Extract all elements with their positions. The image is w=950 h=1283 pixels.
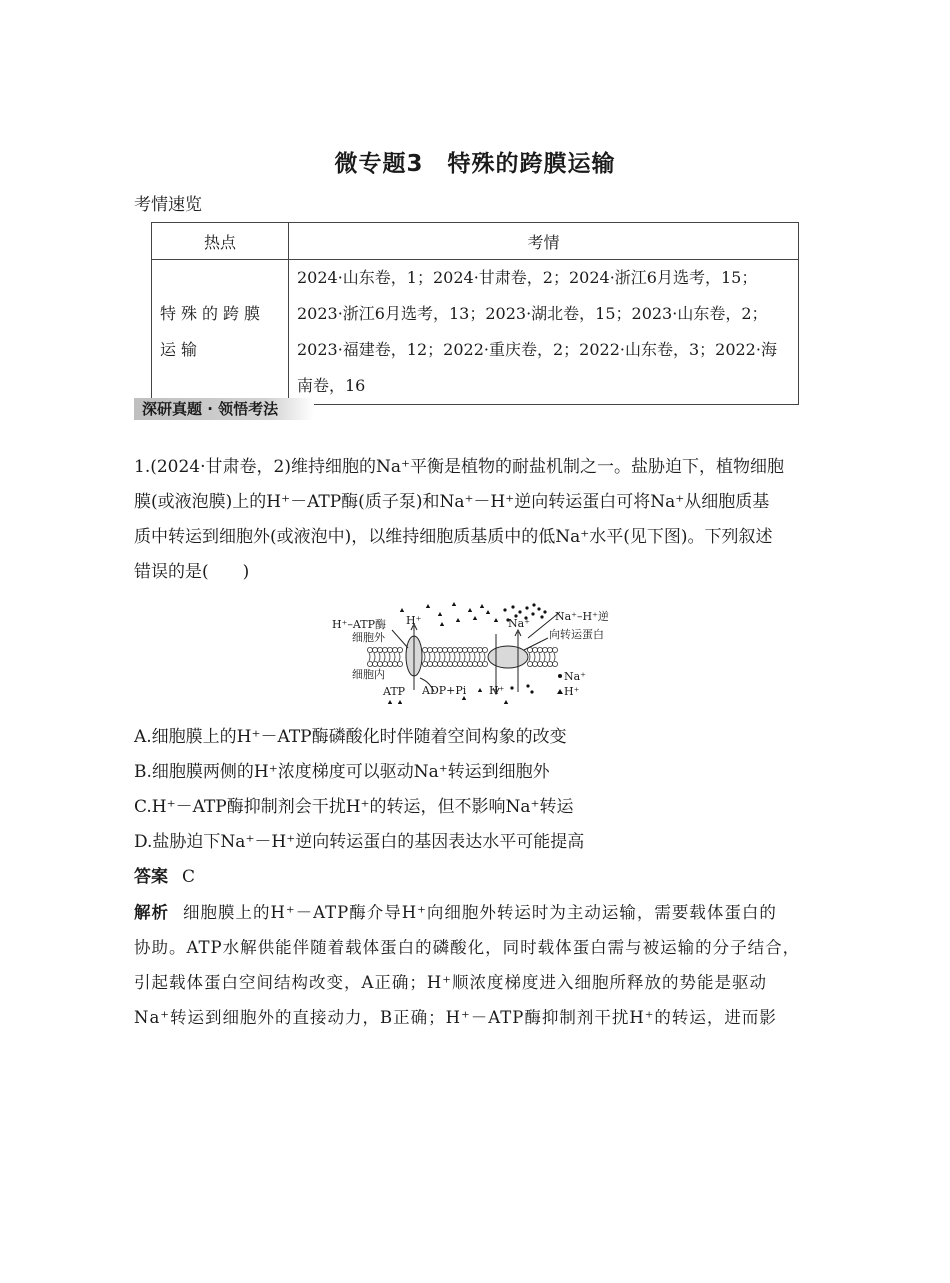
option-d: D.盐胁迫下Na⁺－H⁺逆向转运蛋白的基因表达水平可能提高 [134, 832, 585, 852]
info-line: 2023·福建卷，12；2022·重庆卷，2；2022·山东卷，3；2022·海 [297, 340, 777, 359]
section-overview-heading: 考情速览 [134, 195, 202, 215]
analysis-line: 协助。ATP水解供能伴随着载体蛋白的磷酸化，同时载体蛋白需与被运输的分子结合， [134, 938, 801, 957]
analysis-line: 细胞膜上的H⁺－ATP酶介导H⁺向细胞外转运时为主动运输，需要载体蛋白的 [183, 903, 777, 922]
table-header-topic: 热点 [152, 223, 289, 260]
legend-na: Na⁺ [564, 670, 586, 683]
analysis-line: 引起载体蛋白空间结构改变，A正确；H⁺顺浓度梯度进入细胞所释放的势能是驱动 [134, 973, 768, 992]
label-adp: ADP+Pi [422, 684, 467, 697]
question-line: 1.(2024·甘肃卷，2)维持细胞的Na⁺平衡是植物的耐盐机制之一。盐胁迫下，植物细胞 [134, 457, 784, 477]
table-row [152, 260, 799, 405]
answer-value: C [182, 867, 196, 887]
membrane-transport-figure [330, 598, 630, 708]
exam-overview-table [151, 222, 799, 405]
analysis-line: Na⁺转运到细胞外的直接动力，B正确；H⁺－ATP酶抑制剂干扰H⁺的转运，进而影 [134, 1008, 777, 1027]
antiporter-protein [488, 646, 528, 668]
label-antiporter-1: Na⁺–H⁺逆 [555, 610, 609, 623]
table-cell-info [289, 260, 799, 405]
question-stem [134, 450, 820, 590]
legend-h: H⁺ [564, 685, 580, 698]
info-line: 2024·山东卷，1；2024·甘肃卷，2；2024·浙江6月选考，15； [297, 268, 758, 287]
question-line: 错误的是( ) [134, 562, 250, 582]
legend-h-triangle [557, 689, 563, 694]
section-banner: 深研真题 · 领悟考法 [134, 398, 314, 420]
question-line: 质中转运到细胞外(或液泡中)，以维持细胞质基质中的低Na⁺水平(见下图)。下列叙述 [134, 527, 773, 547]
answer [134, 860, 195, 895]
table-header-row [152, 223, 799, 260]
label-inside: 细胞内 [352, 668, 385, 681]
label-outside: 细胞外 [352, 631, 385, 644]
analysis-label: 解析 [134, 903, 169, 922]
label-h-atpase: H⁺–ATP酶 [332, 618, 386, 631]
legend-na-dot [558, 674, 562, 678]
analysis [134, 895, 820, 1035]
label-na-top: Na⁺ [508, 617, 530, 630]
table-cell-topic: 特殊的跨膜运输 [152, 260, 289, 405]
label-h-top: H⁺ [406, 614, 422, 627]
option-a: A.细胞膜上的H⁺－ATP酶磷酸化时伴随着空间构象的改变 [134, 727, 567, 747]
label-h-bottom: H⁺ [489, 684, 505, 697]
table-header-info: 考情 [289, 223, 799, 260]
answer-options [134, 720, 820, 860]
option-c: C.H⁺－ATP酶抑制剂会干扰H⁺的转运，但不影响Na⁺转运 [134, 797, 574, 817]
info-line: 南卷，16 [297, 376, 366, 395]
membrane-bilayer [367, 647, 557, 666]
question-line: 膜(或液泡膜)上的H⁺－ATP酶(质子泵)和Na⁺－H⁺逆向转运蛋白可将Na⁺从细胞质基 [134, 492, 770, 512]
answer-label: 答案 [134, 867, 168, 887]
option-b: B.细胞膜两侧的H⁺浓度梯度可以驱动Na⁺转运到细胞外 [134, 762, 550, 782]
info-line: 2023·浙江6月选考，13；2023·湖北卷，15；2023·山东卷，2； [297, 304, 768, 323]
label-antiporter-2: 向转运蛋白 [549, 628, 604, 641]
label-atp: ATP [383, 685, 406, 698]
page-title: 微专题3 特殊的跨膜运输 [334, 151, 616, 177]
